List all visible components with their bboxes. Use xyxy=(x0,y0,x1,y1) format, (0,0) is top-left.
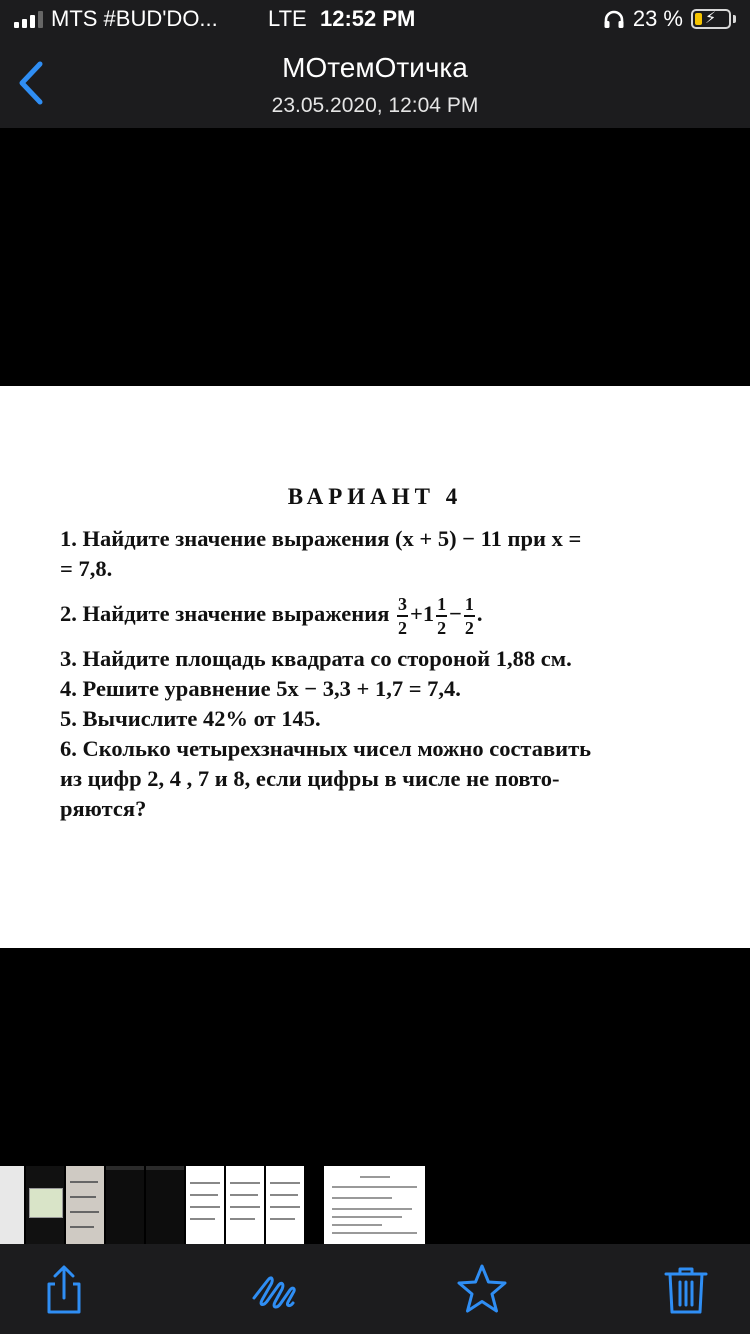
thumbnail-text-page-1[interactable] xyxy=(186,1166,224,1244)
thumbnail-strip xyxy=(0,1166,750,1244)
photo-date: 23.05.2020, 12:04 PM xyxy=(271,94,479,117)
question-4: 4. Решите уравнение 5x − 3,3 + 1,7 = 7,4. xyxy=(60,676,461,701)
thumbnail-dark-screenshot-green[interactable] xyxy=(26,1166,64,1244)
question-1-line-1: 1. Найдите значение выражения (x + 5) − 11 при x = xyxy=(60,526,582,551)
thumbnail-text-page-3[interactable] xyxy=(266,1166,304,1244)
question-3: 3. Найдите площадь квадрата со стороной 1,88 см. xyxy=(60,646,572,671)
status-right xyxy=(603,6,736,32)
battery-charging-icon: ⚡ xyxy=(691,9,731,29)
bottom-toolbar xyxy=(0,1244,750,1334)
signal-strength-icon xyxy=(14,10,43,28)
question-2 xyxy=(60,590,710,639)
fraction-1-2-a: $\frac{1}{2}$ xyxy=(437,593,447,638)
question-6-line-2: из цифр 2, 4 , 7 и 8, если цифры в числе не повто- xyxy=(60,766,560,791)
thumbnail-current-photo[interactable] xyxy=(324,1166,425,1244)
share-icon[interactable] xyxy=(34,1260,94,1320)
fraction-3-2: $\frac{3}{2}$ xyxy=(398,593,408,638)
navigation-bar xyxy=(0,40,750,128)
question-6-line-1: 6. Сколько четырехзначных чисел можно составить xyxy=(60,736,592,761)
photo-viewer-image[interactable] xyxy=(0,386,750,948)
thumbnail-dark-screenshot-2[interactable] xyxy=(146,1166,184,1244)
headphones-icon xyxy=(603,9,625,29)
status-bar xyxy=(0,0,750,40)
question-2-text: 2. Найдите значение выражения xyxy=(60,601,390,626)
battery-nub xyxy=(733,15,736,23)
favorite-star-icon[interactable] xyxy=(452,1260,512,1320)
thumbnail-dark-screenshot-1[interactable] xyxy=(106,1166,144,1244)
trash-icon[interactable] xyxy=(656,1260,716,1320)
status-left xyxy=(14,6,218,32)
variant-heading: ВАРИАНТ 4 xyxy=(287,484,463,509)
plus-one: +1 xyxy=(410,601,435,626)
fraction-1-2-b: $\frac{1}{2}$ xyxy=(464,593,474,638)
thumbnail-handwritten-page[interactable] xyxy=(66,1166,104,1244)
period: . xyxy=(476,601,483,626)
question-5: 5. Вычислите 42% от 145. xyxy=(60,706,321,731)
question-1-line-2: = 7,8. xyxy=(60,556,113,581)
thumbnail-text-page-2[interactable] xyxy=(226,1166,264,1244)
album-title: МОтемОтичка xyxy=(282,52,468,83)
thumbnail-light-screenshot[interactable] xyxy=(0,1166,24,1244)
network-type: LTE xyxy=(268,6,307,31)
question-6-line-3: ряются? xyxy=(60,796,147,821)
carrier-name: MTS #BUD'DO... xyxy=(51,6,218,31)
minus-sign: − xyxy=(449,601,462,626)
markup-icon[interactable] xyxy=(246,1260,306,1320)
battery-percent: 23 % xyxy=(632,6,683,31)
clock: 12:52 PM xyxy=(320,6,416,31)
